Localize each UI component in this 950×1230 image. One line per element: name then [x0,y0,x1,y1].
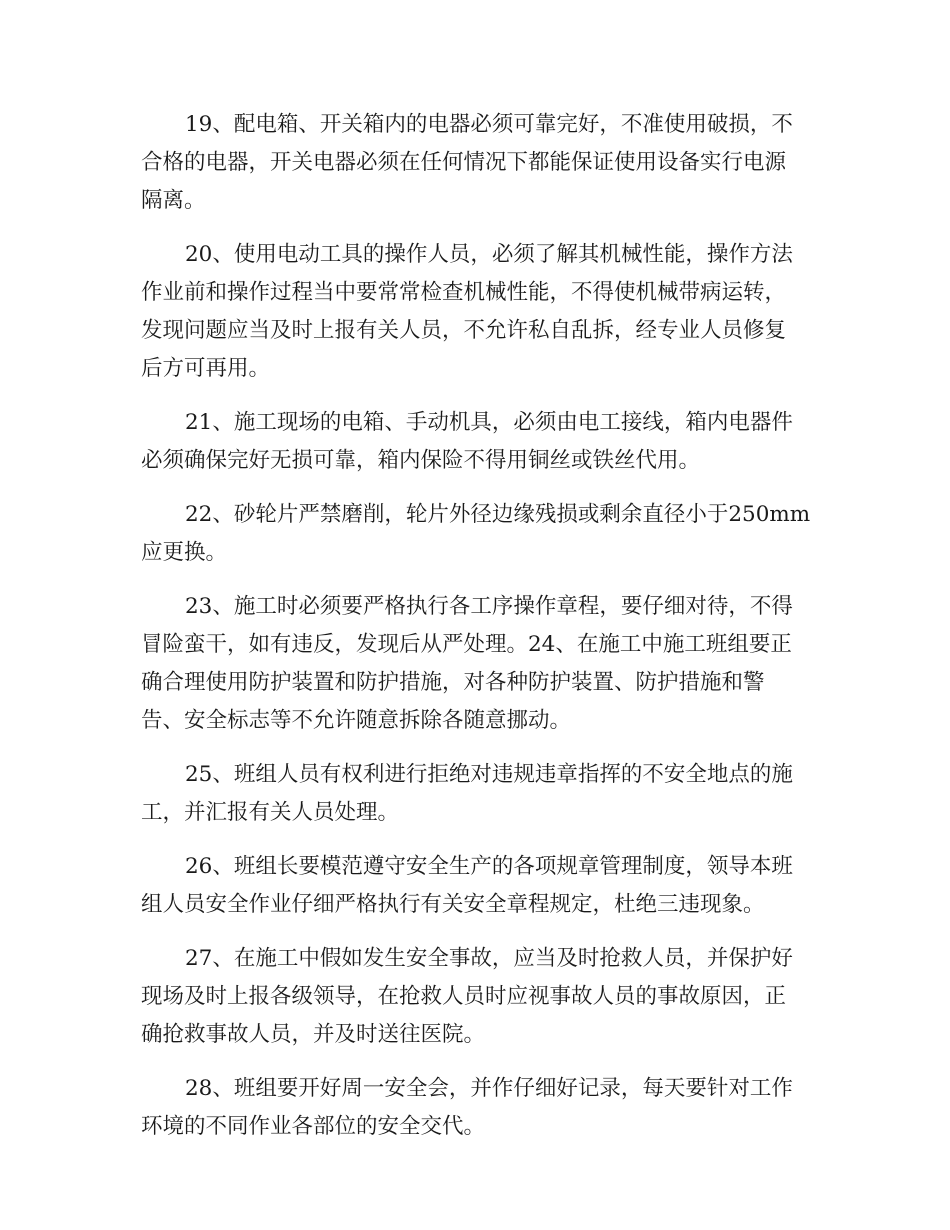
item-20-line-2: 作业前和操作过程当中要常常检查机械性能，不得使机械带病运转， [141,280,787,305]
item-27-line-1: 27、在施工中假如发生安全事故，应当及时抢救人员，并保护好 [185,946,793,971]
item-19-line-3: 隔离。 [141,188,206,213]
item-23-line-1: 23、施工时必须要严格执行各工序操作章程，要仔细对待，不得 [185,594,793,619]
item-22-line-2: 应更换。 [141,540,228,565]
item-28-line-1: 28、班组要开好周一安全会，并作仔细好记录，每天要针对工作 [185,1076,793,1101]
item-24-line-2: 告、安全标志等不允许随意拆除各随意挪动。 [141,708,572,733]
item-20-line-4: 后方可再用。 [141,356,271,381]
item-22-line-1: 22、砂轮片严禁磨削，轮片外径边缘残损或剩余直径小于250mm [185,502,811,527]
item-23-line-2: 冒险蛮干，如有违反，发现后从严处理。24、在施工中施工班组要正 [141,632,792,657]
item-19-line-1: 19、配电箱、开关箱内的电器必须可靠完好，不准使用破损，不 [185,112,793,137]
item-21-line-2: 必须确保完好无损可靠，箱内保险不得用铜丝或铁丝代用。 [141,448,701,473]
item-28-line-2: 环境的不同作业各部位的安全交代。 [141,1114,486,1139]
item-26-line-1: 26、班组长要模范遵守安全生产的各项规章管理制度，领导本班 [185,854,793,879]
item-27-line-2: 现场及时上报各级领导，在抢救人员时应视事故人员的事故原因，正 [141,984,787,1009]
item-20-line-3: 发现问题应当及时上报有关人员，不允许私自乱拆，经专业人员修复 [141,318,787,343]
item-25-line-1: 25、班组人员有权利进行拒绝对违规违章指挥的不安全地点的施 [185,762,793,787]
item-24-line-1: 确合理使用防护装置和防护措施，对各种防护装置、防护措施和警 [141,670,765,695]
item-21-line-1: 21、施工现场的电箱、手动机具，必须由电工接线，箱内电器件 [185,410,793,435]
item-20-line-1: 20、使用电动工具的操作人员，必须了解其机械性能，操作方法 [185,242,793,267]
item-19-line-2: 合格的电器，开关电器必须在任何情况下都能保证使用设备实行电源 [141,150,787,175]
item-26-line-2: 组人员安全作业仔细严格执行有关安全章程规定，杜绝三违现象。 [141,892,765,917]
item-25-line-2: 工，并汇报有关人员处理。 [141,800,400,825]
item-27-line-3: 确抢救事故人员，并及时送往医院。 [141,1022,486,1047]
